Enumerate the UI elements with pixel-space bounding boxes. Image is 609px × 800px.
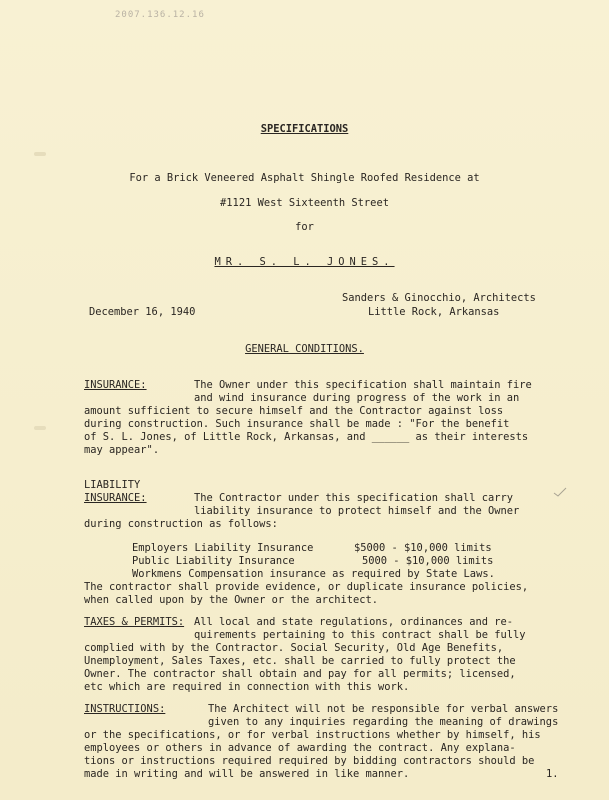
- insurance-line-4: during construction. Such insurance shall be made : "For the benefit: [84, 418, 510, 430]
- taxes-line-1: All local and state regulations, ordinances and re-: [194, 616, 514, 628]
- punch-hole-mark: [34, 426, 46, 430]
- liability-row-value: 5000 - $10,000 limits: [362, 555, 494, 567]
- instructions-label: INSTRUCTIONS:: [84, 703, 166, 715]
- page-title: SPECIFICATIONS: [260, 123, 349, 135]
- liability-line-1: The Contractor under this specification shall carry: [194, 492, 514, 504]
- liability-row-name: Public Liability Insurance: [132, 555, 295, 567]
- insurance-line-2: and wind insurance during progress of the work in an: [194, 392, 520, 404]
- subtitle-line-1: For a Brick Veneered Asphalt Shingle Roofed Residence at: [129, 172, 480, 184]
- instructions-line-1: The Architect will not be responsible for verbal answers: [208, 703, 559, 715]
- punch-hole-mark: [34, 152, 46, 156]
- liability-row-value: $5000 - $10,000 limits: [354, 542, 492, 554]
- taxes-line-3: complied with by the Contractor. Social Security, Old Age Benefits,: [84, 642, 504, 654]
- insurance-line-6: may appear".: [84, 444, 160, 456]
- instructions-line-4: employees or others in advance of awarding the contract. Any explana-: [84, 742, 516, 754]
- taxes-line-5: Owner. The contractor shall obtain and pay for all permits; licensed,: [84, 668, 516, 680]
- liability-label-1: LIABILITY: [84, 479, 141, 491]
- liability-line-4: Workmens Compensation insurance as required by State Laws.: [132, 568, 495, 580]
- insurance-line-5: of S. L. Jones, of Little Rock, Arkansas, and ______ as their interests: [84, 431, 529, 443]
- taxes-line-4: Unemployment, Sales Taxes, etc. shall be carried to fully protect the: [84, 655, 516, 667]
- page-number: 1.: [546, 768, 559, 780]
- pencil-catalog-note: 2007.136.12.16: [115, 10, 205, 20]
- owner-name: MR. S. L. JONES.: [214, 256, 395, 268]
- insurance-line-3: amount sufficient to secure himself and the Contractor against loss: [84, 405, 504, 417]
- section-title: GENERAL CONDITIONS.: [245, 343, 364, 355]
- liability-line-2: liability insurance to protect himself and the Owner: [194, 505, 520, 517]
- check-mark-icon: [553, 486, 567, 498]
- subtitle-line-3: for: [295, 221, 314, 233]
- architect-city: Little Rock, Arkansas: [368, 306, 500, 318]
- liability-line-5: The contractor shall provide evidence, or duplicate insurance policies,: [84, 581, 529, 593]
- liability-label-2: INSURANCE:: [84, 492, 147, 504]
- liability-row-name: Employers Liability Insurance: [132, 542, 314, 554]
- liability-line-6: when called upon by the Owner or the architect.: [84, 594, 379, 606]
- taxes-line-2: quirements pertaining to this contract shall be fully: [194, 629, 526, 641]
- liability-line-3: during construction as follows:: [84, 518, 278, 530]
- taxes-line-6: etc which are required in connection with this work.: [84, 681, 410, 693]
- instructions-line-3: or the specifications, or for verbal instructions whether by himself, his: [84, 729, 541, 741]
- insurance-label: INSURANCE:: [84, 379, 147, 391]
- architect-firm: Sanders & Ginocchio, Architects: [342, 292, 536, 304]
- instructions-line-6: made in writing and will be answered in like manner.: [84, 768, 410, 780]
- taxes-label: TAXES & PERMITS:: [84, 616, 185, 628]
- subtitle-line-2: #1121 West Sixteenth Street: [220, 197, 389, 209]
- instructions-line-5: tions or instructions required required by bidding contractors should be: [84, 755, 535, 767]
- instructions-line-2: given to any inquiries regarding the meaning of drawings: [208, 716, 559, 728]
- insurance-line-1: The Owner under this specification shall maintain fire: [194, 379, 532, 391]
- document-date: December 16, 1940: [89, 306, 196, 318]
